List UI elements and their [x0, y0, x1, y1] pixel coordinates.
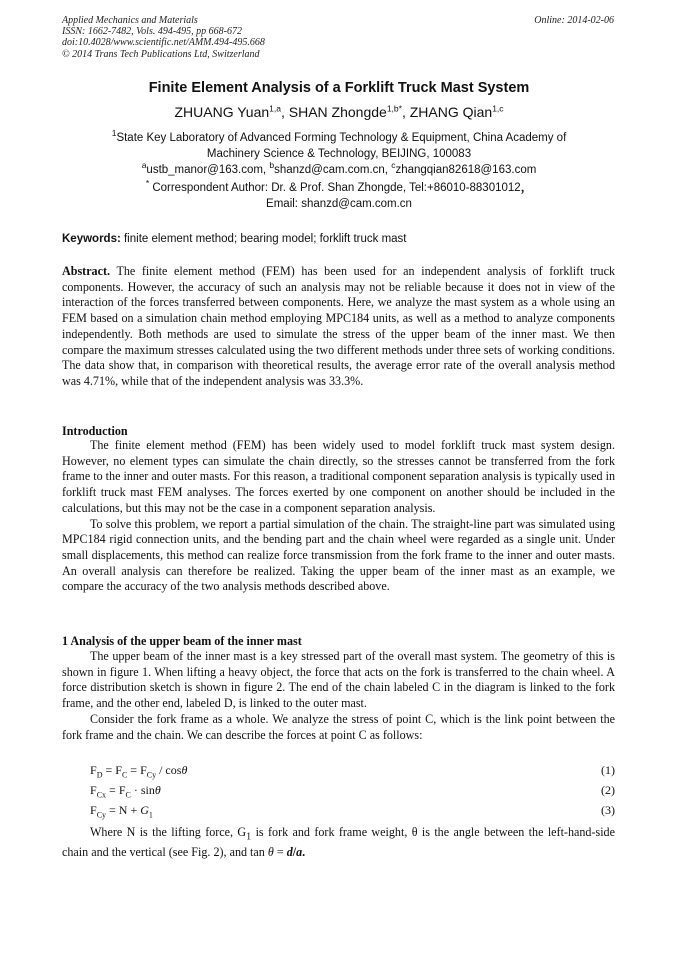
- doi-line[interactable]: doi:10.4028/www.scientific.net/AMM.494-495.668: [62, 37, 265, 49]
- abstract-text: The finite element method (FEM) has been used for an independent analysis of forklift truck components. However, the accuracy of such an analysis may not be reliable because it does not in view of the interaction of the forces transferred between components. Here, we analyze the mast system as a whole using an FEM based on a simulation chain method employing MPC184 units, as well as a method to analyze components independently. Both methods are used to simulate the stress of the upper beam of the inner mast. We then compare the maximum stresses calculated using the two different methods under three sets of working conditions. The data show that, in comparison with theoretical results, the average error rate of the overall analysis method was 4.71%, while that of the independent analysis was 33.3%.: [62, 264, 615, 388]
- section1-body: [62, 649, 615, 743]
- keywords: [62, 233, 407, 245]
- issn-line: ISSN: 1662-7482, Vols. 494-495, pp 668-672: [62, 26, 242, 38]
- paragraph: To solve this problem, we report a partial simulation of the chain. The straight-line part was simulated using MPC184 rigid connection units, and the bending part and the chain wheel were regarded as a single unit. Under small displacements, this method can realize force transmission from the fork frame to the inner and outer masts. An overall analysis can therefore be realized. Taking the upper beam of the inner mast as an example, we compare the accuracy of the two analysis methods described above.: [62, 516, 615, 594]
- equation-number: (2): [601, 783, 615, 797]
- correspondence: [60, 180, 618, 212]
- online-date: Online: 2014-02-06: [534, 15, 614, 26]
- affiliation: [60, 130, 618, 178]
- journal-name: Applied Mechanics and Materials: [62, 15, 198, 26]
- keywords-label: Keywords:: [62, 233, 121, 245]
- abstract-label: Abstract.: [62, 264, 111, 278]
- author-name: ZHUANG Yuan: [174, 104, 270, 120]
- affiliation-line: $^1$State Key Laboratory of Advanced Forming Technology & Equipment, China Academy of: [111, 128, 567, 144]
- author-sup: 1,c: [492, 103, 504, 114]
- section-heading-1: 1 Analysis of the upper beam of the inner mast: [62, 634, 302, 648]
- abstract: [62, 264, 615, 390]
- journal-meta: [62, 15, 265, 60]
- author-sup: 1,b*: [386, 103, 402, 114]
- equation-number: (1): [601, 763, 615, 777]
- affiliation-line: Machinery Science & Technology, BEIJING, 100083: [206, 148, 472, 160]
- correspondent-line: * Correspondent Author: Dr. & Prof. Shan Zhongde, Tel:+86010-88301012，: [145, 178, 533, 194]
- paragraph: The upper beam of the inner mast is a key stressed part of the overall mast system. The geometry of this is shown in figure 1. When lifting a heavy object, the force that acts on the fork is transferred to the chain wheel. A force distribution sketch is shown in figure 2. The end of the chain labeled C in the diagram is linked to the fork frame, and the other end, labeled D, is linked to the outer mast.: [62, 649, 615, 711]
- section1-body-continued: [62, 825, 615, 861]
- paper-title: Finite Element Analysis of a Forklift Truck Mast System: [148, 80, 530, 96]
- equation-1: $F_D = F_C = F_{Cy} / \cos\theta$ (1): [90, 763, 615, 780]
- paragraph: Consider the fork frame as a whole. We analyze the stress of point C, which is the link point between the fork frame and the chain. We can describe the forces at point C as follows:: [62, 711, 615, 742]
- email-line: $^a$ustb_manor@163.com, $^b$shanzd@cam.com.cn, $^c$zhangqian82618@163.com: [141, 160, 537, 176]
- keywords-text: finite element method; bearing model; forklift truck mast: [120, 233, 407, 245]
- equation-number: (3): [601, 803, 615, 817]
- paragraph: Where N is the lifting force, $G_1$ is fork and fork frame weight, θ is the angle between the left-hand-side chain and the vertical (see Fig. 2), and tan θ = d/a.: [62, 825, 615, 860]
- equation-3: $F_{Cy} = N + G_1$ (3): [90, 803, 615, 820]
- paragraph: The finite element method (FEM) has been widely used to model forklift truck mast system design. However, no element types can simulate the chain directly, so the stresses cannot be transferred from the fork frame to the inner and outer masts. For this reason, a traditional component separation analysis is typically used in forklift truck mast FEM analyses. The forces exerted by one component on another should be included in the calculations, but this may not be the case in a component separation analysis.: [62, 438, 615, 515]
- copyright-line: © 2014 Trans Tech Publications Ltd, Switzerland: [62, 48, 260, 60]
- author-list: ZHUANG Yuan$^{1,a}$, SHAN Zhongde$^{1,b*}$, ZHANG Qian$^{1,c}$: [174, 103, 504, 120]
- section-heading-introduction: Introduction: [62, 424, 128, 438]
- correspondent-email[interactable]: Email: shanzd@cam.com.cn: [266, 198, 412, 210]
- author-sup: 1,a: [269, 103, 281, 114]
- author-name: ZHANG Qian: [409, 104, 493, 120]
- introduction-body: [62, 438, 615, 595]
- equation-2: $F_{Cx} = F_C \cdot \sin\theta$ (2): [90, 783, 615, 800]
- author-name: SHAN Zhongde: [288, 104, 387, 120]
